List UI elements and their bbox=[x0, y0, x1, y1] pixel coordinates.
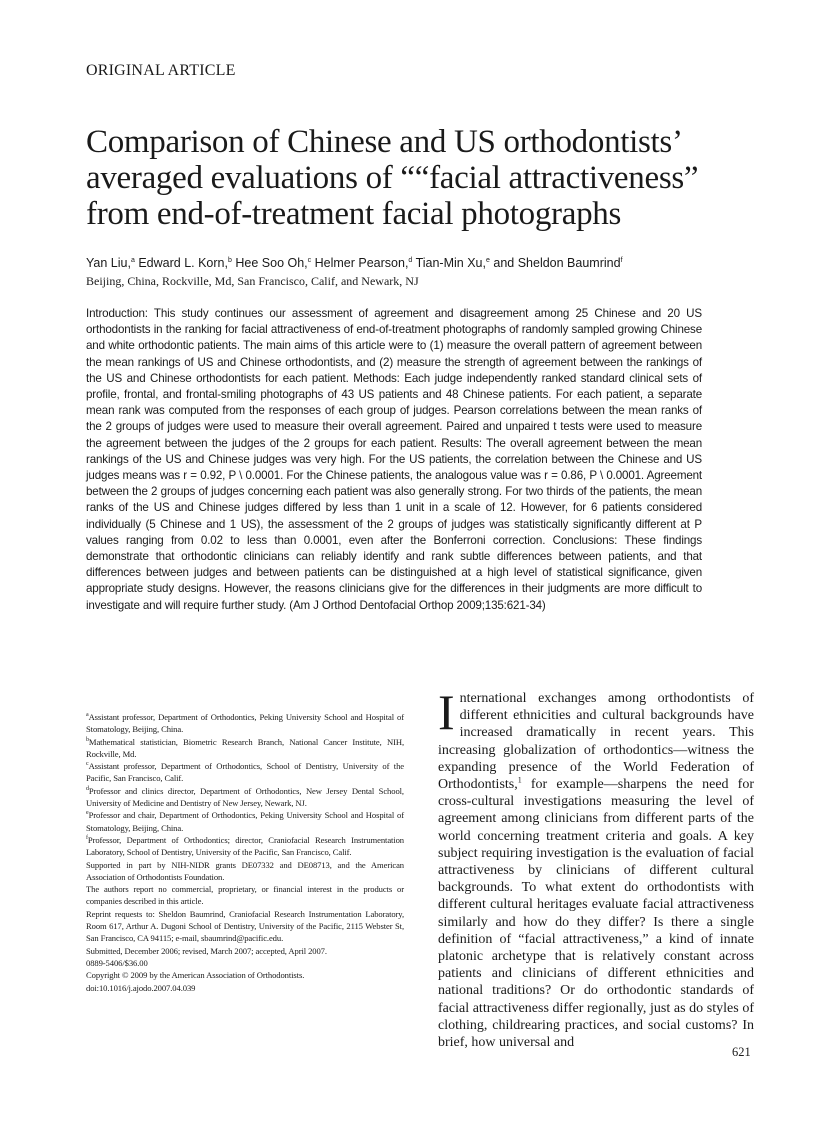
footnote-affiliation: $^c$Assistant professor, Department of Orthodontics, School of Dentistry, University of the Pacific, San Francisco, Calif. bbox=[86, 761, 404, 784]
footnote-affiliation: $^d$Professor and clinics director, Department of Orthodontics, New Jersey Dental School, University of Medicine and Dentistry of New Jersey, Newark, NJ. bbox=[86, 785, 404, 809]
issn-note: 0889-5406/$36.00 bbox=[86, 957, 148, 968]
reprint-note: Reprint requests to: Sheldon Baumrind, Craniofacial Research Instrumentation Laboratory, Room 617, Arthur A. Dugoni School of Dentistry, University of the Pacific, 2115 Webster St, San Francisco, CA 94115; e-mail, sbaumrind@pacific.edu. bbox=[86, 908, 404, 944]
footnote-affiliation: $^e$Professor and chair, Department of Orthodontics, Peking University School and Hospital of Stomatology, Beijing, China. bbox=[86, 810, 404, 833]
author-mark: d bbox=[408, 256, 413, 264]
disclosure-note: The authors report no commercial, proprietary, or financial interest in the products or companies described in this article. bbox=[86, 884, 404, 907]
footnote-mark: d bbox=[86, 785, 89, 792]
copyright-note: Copyright © 2009 by the American Association of Orthodontists. bbox=[86, 970, 305, 981]
footnote-affiliation: $^f$Professor, Department of Orthodontics; director, Craniofacial Research Instrumentation Laboratory, School of Dentistry, University of the Pacific, San Francisco, Calif. bbox=[86, 834, 404, 858]
author-list bbox=[86, 256, 786, 270]
author-mark: a bbox=[130, 256, 135, 264]
title-line: Comparison of Chinese and US orthodontists’ bbox=[86, 124, 683, 160]
funding-note: Supported in part by NIH-NIDR grants DE07332 and DE08713, and the American Association of Orthodontists Foundation. bbox=[86, 859, 404, 882]
author-mark: f bbox=[620, 256, 623, 264]
footnotes bbox=[86, 711, 404, 994]
dates-note: Submitted, December 2006; revised, March 2007; accepted, April 2007. bbox=[86, 945, 327, 956]
footnote-mark: b bbox=[86, 736, 89, 743]
author-name: and Sheldon Baumrind bbox=[493, 256, 621, 270]
footnote-mark: a bbox=[86, 712, 89, 719]
author-name: Tian-Min Xu, bbox=[415, 256, 486, 270]
footnote-mark: e bbox=[86, 810, 89, 817]
reference-marker: 1 bbox=[517, 775, 522, 785]
footnote-affiliation: $^b$Mathematical statistician, Biometric Research Branch, National Cancer Institute, NIH, Rockville, Md. bbox=[86, 736, 404, 759]
title-line: from end-of-treatment facial photographs bbox=[86, 196, 622, 232]
doi-note: doi:10.1016/j.ajodo.2007.04.039 bbox=[86, 982, 196, 993]
author-name: Yan Liu, bbox=[86, 256, 131, 270]
author-mark: c bbox=[307, 256, 312, 264]
author-mark: e bbox=[485, 256, 490, 264]
author-name: Hee Soo Oh, bbox=[235, 256, 308, 270]
abstract: Introduction: This study continues our assessment of agreement and disagreement among 25 Chinese and 20 US orthodontists in the ranking for facial attractiveness of end-of-treatment photographs of randomly sampled growing Chinese and white orthodontic patients. The main aims of this article were to (1) measure the overall pattern of agreement between the mean rankings of US and Chinese orthodontists, and (2) measure the strength of agreement between the rankings of the US and Chinese orthodontists for each patient. Methods: Each judge independently ranked standard clinical sets of profile, frontal, and frontal-smiling photographs of 43 US patients and 48 Chinese patients. For each patient, a separate mean rank was computed from the responses of each group of judges. Pearson correlations between the mean ranks of the 2 groups of judges were used to measure their overall agreement. Paired and unpaired t tests were used to measure the agreement between the judges of the 2 groups for each patient. Results: The overall agreement between the mean rankings of the US and Chinese judges was very high. For the US patients, the correlation between the Chinese and US judges means was r = 0.92, P \ 0.0001. For the Chinese patients, the analogous value was r = 0.86, P \ 0.0001. Agreement between the 2 groups of judges concerning each patient was also generally strong. For two thirds of the patients, the mean ranks of the US and Chinese judges differed by less than 1 unit in a scale of 12. However, for 6 patients considered individually (5 Chinese and 1 US), the assessment of the 2 groups of judges was statistically significantly different at P values ranging from 0.02 to less than 0.0001, even after the Bonferroni correction. Conclusions: These findings demonstrate that orthodontic clinicians can reliably identify and rank subtle differences between patients, and that differences between judges and between patients can be distinguished at a high level of statistical significance, given appropriate study designs. However, the reasons clinicians give for the differences in their judgments are more difficult to investigate and will require further study. (Am J Orthod Dentofacial Orthop 2009;135:621-34) bbox=[86, 307, 702, 612]
author-name: Helmer Pearson, bbox=[314, 256, 409, 270]
author-mark: b bbox=[227, 256, 232, 264]
section-label: ORIGINAL ARTICLE bbox=[86, 62, 236, 79]
affiliation-line: Beijing, China, Rockville, Md, San Francisco, Calif, and Newark, NJ bbox=[86, 274, 419, 288]
footnote-mark: f bbox=[86, 835, 88, 842]
article-title bbox=[86, 124, 786, 232]
page-number: 621 bbox=[732, 1045, 751, 1059]
drop-cap: I bbox=[438, 684, 455, 740]
email-link[interactable]: sbaumrind@pacific.edu bbox=[201, 933, 282, 944]
author-name: Edward L. Korn, bbox=[138, 256, 228, 270]
footnote-affiliation: $^a$Assistant professor, Department of Orthodontics, Peking University School and Hospital of Stomatology, Beijing, China. bbox=[86, 712, 404, 735]
footnote-mark: c bbox=[86, 761, 89, 768]
body-paragraph: International exchanges among orthodontists of different ethnicities and cultural backgrounds have increased dramatically in recent years. This increasing globalization of orthodontics—witness the expanding presence of the World Federation of Orthodontists,$^1$ for example—sharpens the need for cross-cultural investigations measuring the level of agreement among clinicians from different parts of the world concerning treatment criteria and goals. A key subject requiring investigation is the evaluation of facial attractiveness by clinicians of different cultural backgrounds. To what extent do orthodontists with different cultural heritages evaluate facial attractiveness similarly and how do they differ? Is there a single definition of “facial attractiveness,” a kind of innate platonic archetype that is relatively constant across patients and clinicians of different ethnicities and national traditions? Or do orthodontic standards of facial attractiveness differ regionally, just as do styles of clothing, childrearing practices, and social customs? In brief, how universal and bbox=[438, 684, 754, 1051]
title-line: averaged evaluations of ““facial attractiveness” bbox=[86, 160, 699, 196]
